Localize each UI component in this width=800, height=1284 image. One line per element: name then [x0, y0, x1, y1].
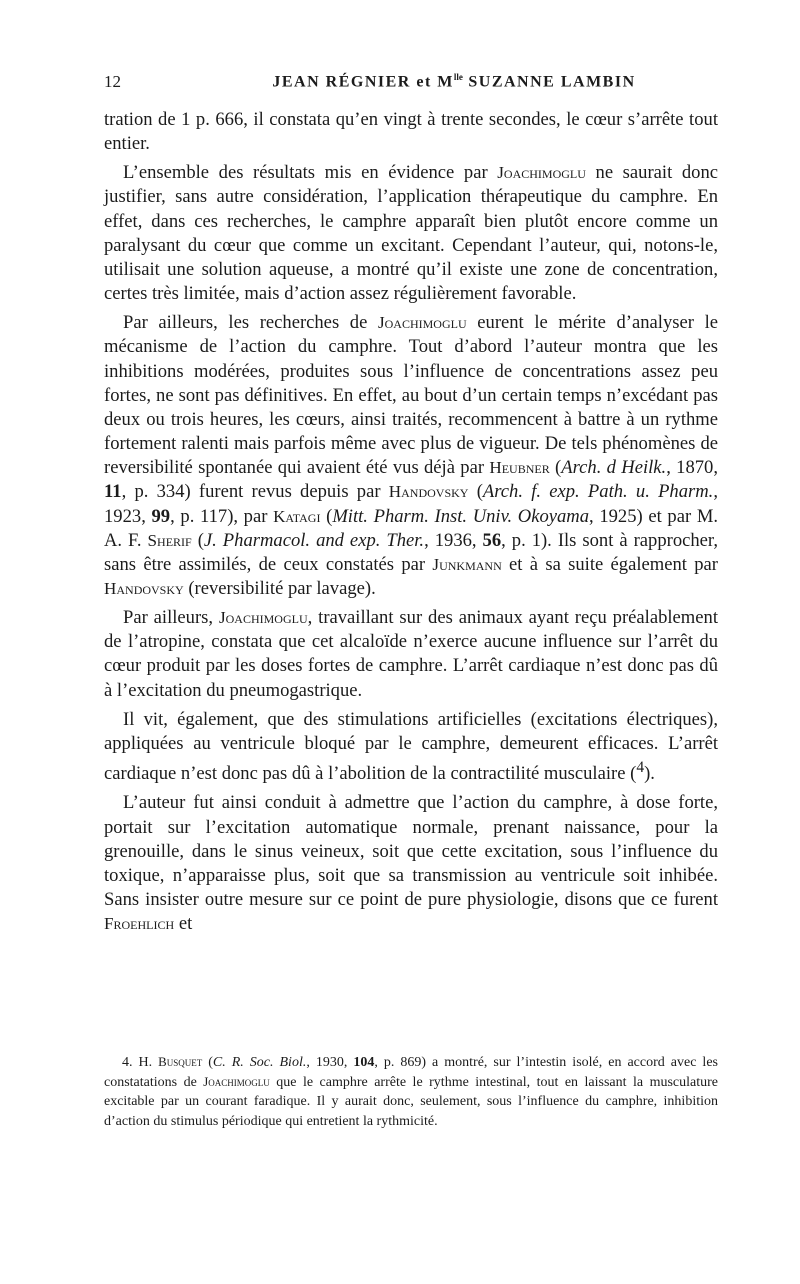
text-run: (	[202, 1055, 213, 1070]
text-run: Par ailleurs,	[123, 607, 219, 629]
text-run: que le camphre arrête le rythme intestinal, tout en laissant la musculature excitable par un courant faradique. Il y aurait donc, seulement, sous l’influence du camphre, inhibition d’action du stimulus périodique qui entretient la rythmicité.	[104, 1074, 719, 1129]
text-run: , 1936,	[424, 529, 483, 551]
journal-ref: Mitt. Pharm. Inst. Univ. Okoyama	[332, 505, 590, 527]
text-run: et	[174, 913, 193, 935]
author-name: Sherif	[147, 530, 192, 550]
journal-ref: Arch. d Heilk.	[561, 457, 667, 479]
author-name: Busquet	[158, 1055, 203, 1069]
text-run: , 1930,	[306, 1055, 354, 1070]
text-run: (	[191, 529, 204, 551]
author-name: Katagi	[273, 506, 321, 526]
journal-ref: Arch. f. exp. Path. u. Pharm.	[482, 481, 714, 503]
author-name: Joachimoglu	[497, 163, 586, 183]
paragraph-1	[104, 108, 718, 156]
text-run: , p. 117), par	[170, 505, 274, 527]
running-title-part2: SUZANNE LAMBIN	[462, 73, 636, 91]
journal-ref: C. R. Soc. Biol.	[212, 1055, 307, 1070]
text-run: eurent le mérite d’analyser le mécanisme de l’action du camphre. Tout d’abord l’auteur montra que les inhibitions modérées, produites sous l’influence de concentrations assez peu fortes, ne sont pas définitives. En effet, au bout d’un certain temps n’excédant pas deux ou trois heures, les cœurs, ainsi traités, recommencent à battre à un rythme fortement ralenti mais parfois même avec plus de vigueur. De tels phénomènes de reversibilité spontanée qui avaient été vus déjà par	[104, 312, 718, 479]
body-text	[104, 108, 718, 941]
footnote-4	[104, 1053, 718, 1131]
text-run: (	[320, 505, 333, 527]
text-run: , p. 1). Ils sont à rapprocher, sans être assimilés, de ceux constatés par	[104, 529, 719, 575]
text-run: , p. 869) a montré, sur l’intestin isolé, en accord avec les constatations de	[104, 1055, 718, 1090]
running-head	[104, 72, 720, 96]
text-run: (reversibilité par lavage).	[183, 577, 376, 599]
text-run: ne saurait donc justifier, sans autre considération, l’application thérapeutique du camphre. En effet, dans ces recherches, le camphre apparaît bien plutôt encore comme un paralysant du cœur que comme un excitant. Cependant l’auteur, qui, notons-le, utilisait une solution aqueuse, a montré qu’il existe une zone de concentration, certes très limitée, mais d’action assez régulièrement favorable.	[104, 162, 718, 305]
author-name: Froehlich	[104, 914, 175, 934]
volume-number: 11	[104, 481, 122, 503]
volume-number: 104	[353, 1055, 375, 1070]
paragraph-2	[104, 161, 718, 306]
footnote	[104, 1053, 718, 1131]
author-name: Heubner	[489, 458, 550, 478]
page-number: 12	[104, 72, 121, 91]
text-run: , 1870,	[666, 457, 718, 479]
text-run: L’auteur fut ainsi conduit à admettre que l’action du camphre, à dose forte, portait sur l’excitation automatique normale, prenant naissance, pour la grenouille, dans le sinus veineux, soit que cette excitation, sous l’influence du toxique, n’apparaisse plus, soit que sa transmission au ventricule soit inhibée. Sans insister outre mesure sur ce point de pure physiologie, disons que ce furent	[104, 792, 718, 911]
text-run: (	[468, 481, 483, 503]
author-name: Handovsky	[388, 482, 469, 502]
paragraph-3	[104, 311, 718, 601]
running-title-part1: JEAN RÉGNIER et M	[272, 73, 454, 91]
paragraph-1-text: tration de 1 p. 666, il constata qu’en vingt à trente secondes, le cœur s’arrête tout entier.	[104, 109, 718, 155]
running-title-sup: lle	[453, 72, 463, 82]
running-title	[174, 72, 734, 91]
text-run: , p. 334) furent revus depuis par	[121, 481, 389, 503]
author-name: Handovsky	[104, 578, 184, 598]
text-run: , 1925) et par M. A. F.	[104, 505, 719, 551]
text-run: 4. H.	[122, 1055, 159, 1070]
paragraph-4	[104, 606, 718, 703]
text-run: ).	[644, 763, 655, 785]
author-name: Junkmann	[432, 554, 502, 574]
author-name: Joachimoglu	[203, 1074, 270, 1089]
text-run: L’ensemble des résultats mis en évidence par	[123, 162, 498, 184]
volume-number: 56	[482, 529, 502, 551]
journal-ref: J. Pharmacol. and exp. Ther.	[203, 529, 425, 551]
text-run: (	[549, 457, 562, 479]
text-run: , travaillant sur des animaux ayant reçu préalablement de l’atropine, constata que cet alcaloïde n’exerce aucune influence sur l’arrêt du cœur produit par les doses fortes de camphre. L’arrêt cardiaque n’est donc pas dû à l’excitation du pneumogastrique.	[104, 607, 718, 701]
author-name: Joachimoglu	[377, 313, 467, 333]
paragraph-6	[104, 791, 718, 936]
volume-number: 99	[151, 505, 171, 527]
text-run: , 1923,	[104, 481, 718, 527]
author-name: Joachimoglu	[218, 608, 308, 628]
paragraph-5	[104, 708, 718, 787]
footnote-marker: 4	[636, 759, 645, 777]
text-run: Il vit, également, que des stimulations artificielles (excitations électriques), appliquées au ventricule bloqué par le camphre, demeurent efficaces. L’arrêt cardiaque n’est donc pas dû à l’abolition de la contractilité musculaire (	[104, 708, 718, 785]
text-run: Par ailleurs, les recherches de	[123, 312, 378, 334]
text-run: et à sa suite également par	[501, 553, 718, 575]
